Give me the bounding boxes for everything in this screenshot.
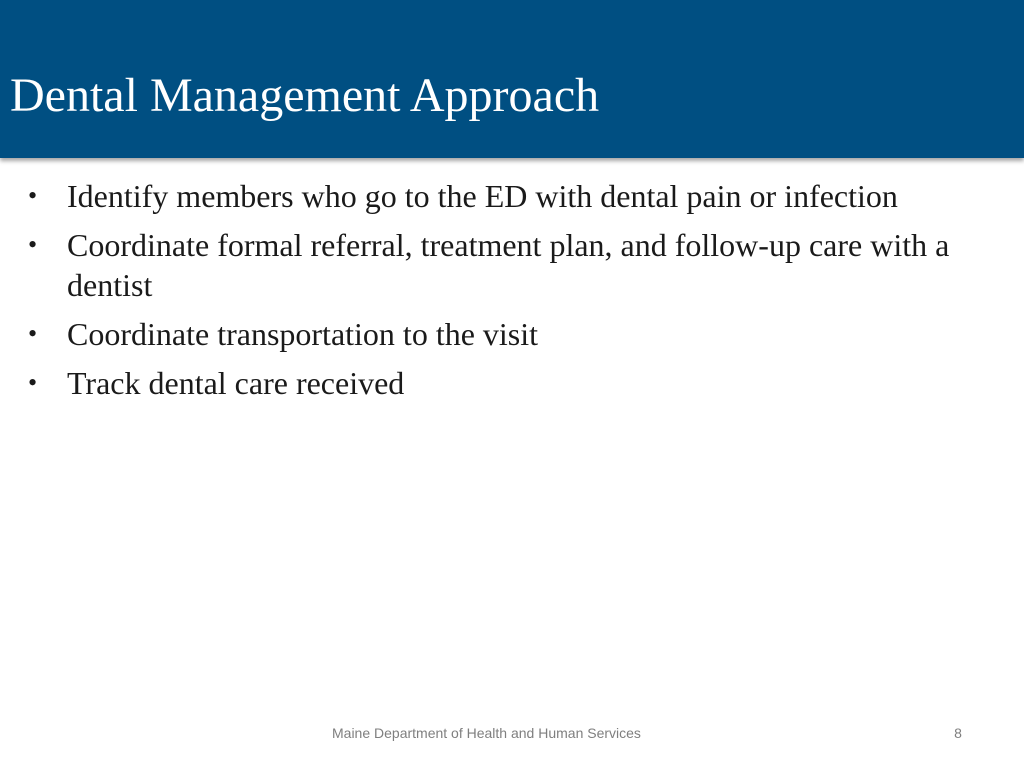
bullet-text: Coordinate formal referral, treatment plan, and follow-up care with a dentist — [67, 227, 950, 303]
bullet-item — [28, 363, 998, 403]
bullet-item — [28, 225, 998, 305]
bullet-item — [28, 314, 998, 354]
bullet-icon: • — [28, 181, 38, 210]
bullet-text: Identify members who go to the ED with dental pain or infection — [67, 178, 898, 214]
footer-text: Maine Department of Health and Human Services — [332, 725, 641, 741]
bullet-item — [28, 176, 998, 216]
bullet-list — [28, 176, 998, 412]
title-bar — [0, 0, 1024, 158]
page-number: 8 — [954, 725, 962, 741]
slide-title: Dental Management Approach — [10, 69, 600, 122]
bullet-icon: • — [28, 230, 38, 259]
bullet-icon: • — [28, 319, 38, 348]
bullet-icon: • — [28, 368, 38, 397]
bullet-text: Track dental care received — [67, 365, 405, 401]
bullet-text: Coordinate transportation to the visit — [67, 316, 539, 352]
